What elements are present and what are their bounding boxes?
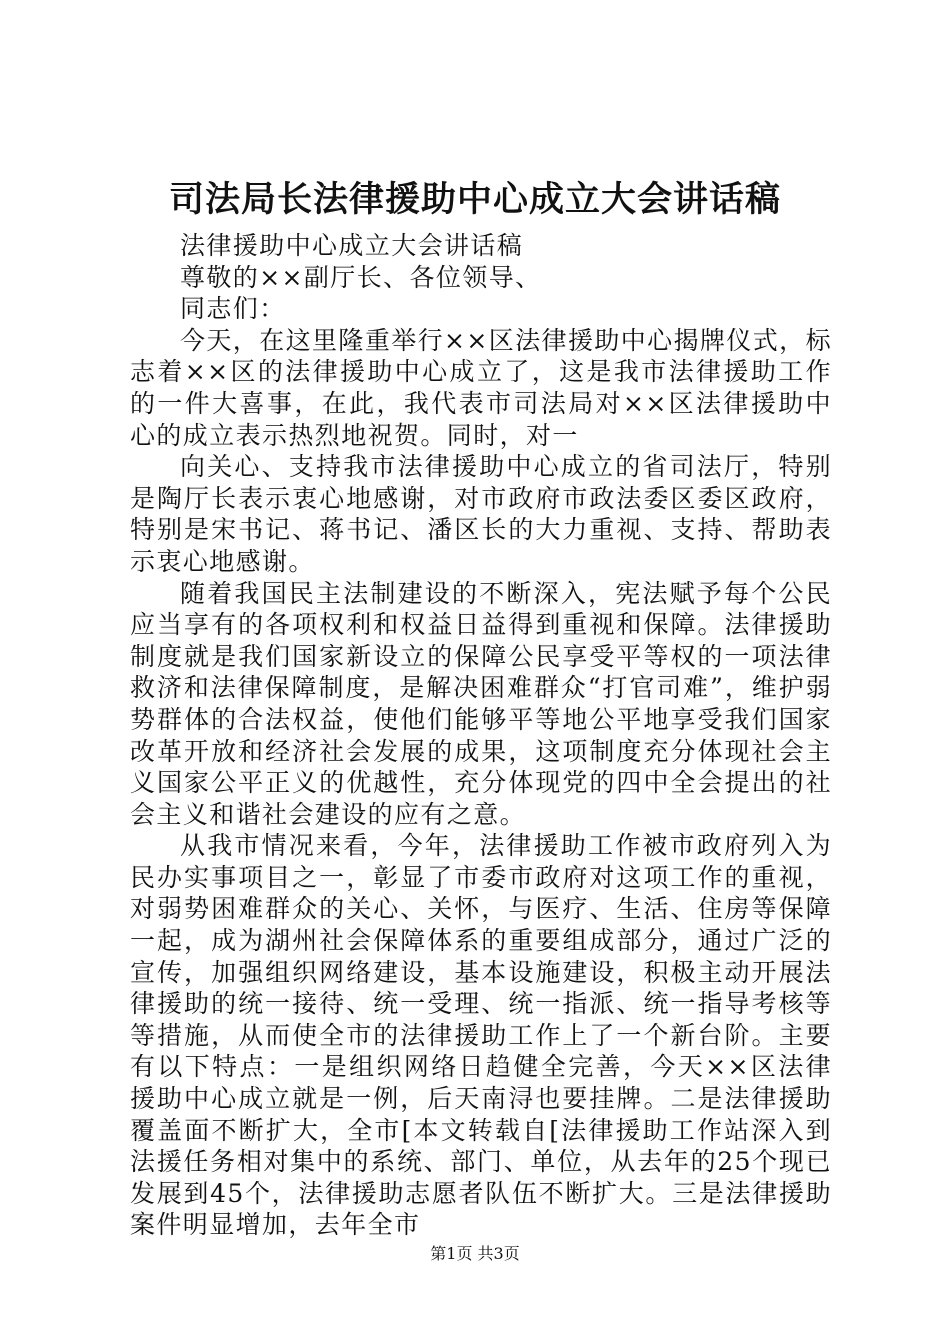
body-paragraph: 随着我国民主法制建设的不断深入，宪法赋予每个公民应当享有的各项权利和权益日益得到重视和保障。法律援助制度就是我们国家新设立的保障公民享受平等权的一项法律救济和法律保障制度，是解决困难群众“打官司难”，维护弱势群体的合法权益，使他们能够平等地公平地享受我们国家改革开放和经济社会发展的成果，这项制度充分体现社会主义国家公平正义的优越性，充分体现党的四中全会提出的社会主义和谐社会建设的应有之意。 [130, 578, 832, 829]
page-footer [0, 1244, 950, 1264]
body-paragraph: 向关心、支持我市法律援助中心成立的省司法厅，特别是陶厅长表示衷心地感谢，对市政府市政法委区委区政府，特别是宋书记、蒋书记、潘区长的大力重视、支持、帮助表示衷心地感谢。 [130, 452, 832, 576]
page-number: 第1页 [430, 1244, 473, 1263]
body-paragraph: 从我市情况来看，今年，法律援助工作被市政府列入为民办实事项目之一，彰显了市委市政府对这项工作的重视，对弱势困难群众的关心、关怀，与医疗、生活、住房等保障一起，成为湖州社会保障体系的重要组成部分，通过广泛的宣传，加强组织网络建设，基本设施建设，积极主动开展法律援助的统一接待、统一受理、统一指派、统一指导考核等等措施，从而使全市的法律援助工作上了一个新台阶。主要有以下特点：一是组织网络日趋健全完善，今天××区法律援助中心成立就是一例，后天南浔也要挂牌。二是法律援助覆盖面不断扩大，全市[本文转载自[法律援助工作站深入到法援任务相对集中的系统、部门、单位，从去年的25个现已发展到45个，法律援助志愿者队伍不断扩大。三是法律援助案件明显增加，去年全市 [130, 831, 832, 1240]
subtitle-paragraph: 法律援助中心成立大会讲话稿 [180, 231, 524, 260]
salutation-line: 同志们： [180, 294, 286, 324]
document-title: 司法局长法律援助中心成立大会讲话稿 [168, 179, 781, 220]
body-paragraph: 今天，在这里隆重举行××区法律援助中心揭牌仪式，标志着××区的法律援助中心成立了，这是我市法律援助工作的一件大喜事，在此，我代表市司法局对××区法律援助中心的成立表示热烈地祝贺。同时，对一 [130, 325, 832, 450]
salutation-line: 尊敬的××副厅长、各位领导、 [180, 262, 542, 292]
page-total: 共3页 [477, 1244, 520, 1263]
document-body [130, 230, 832, 1241]
